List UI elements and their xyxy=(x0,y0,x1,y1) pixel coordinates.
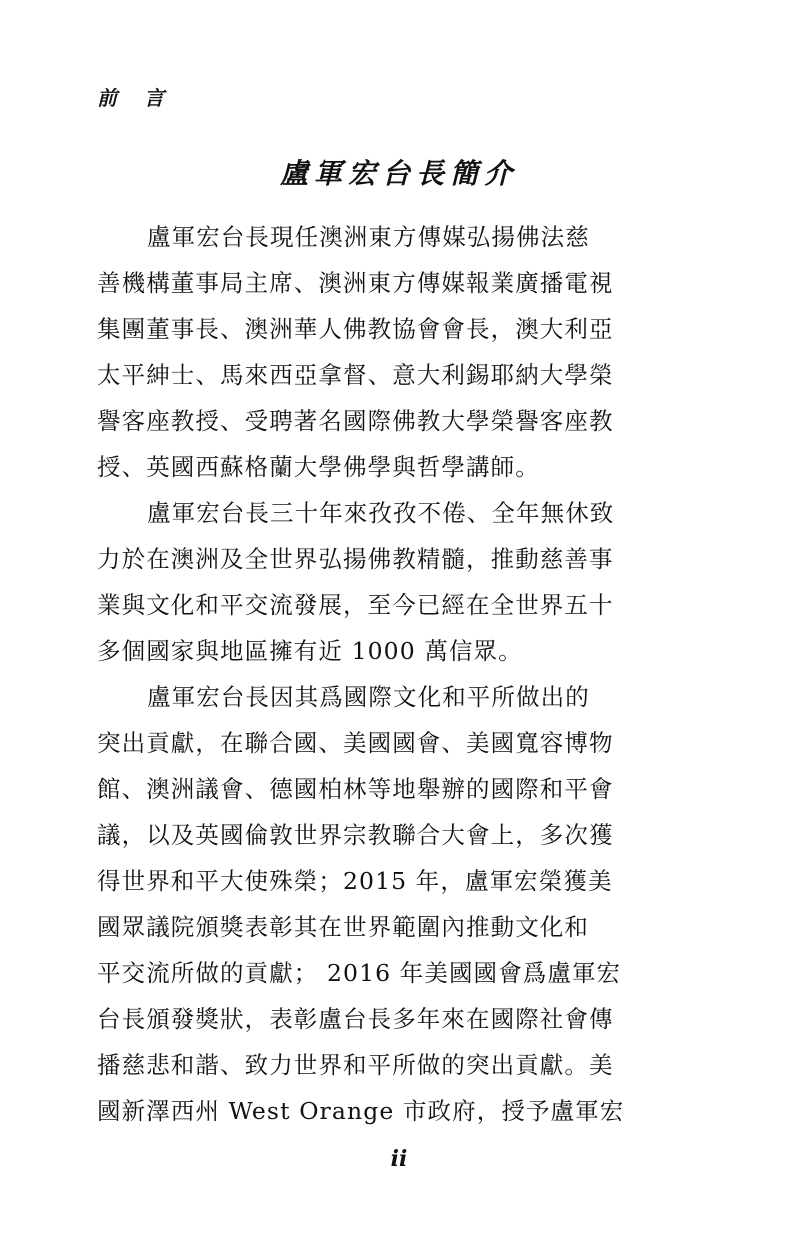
paragraph-3-line-6: 國眾議院頒獎表彰其在世界範圍內推動文化和 xyxy=(97,913,589,941)
paragraph-3-line-2: 突出貢獻，在聯合國、美國國會、美國寬容博物 xyxy=(97,729,614,757)
paragraph-3-line-1: 盧軍宏台長因其爲國際文化和平所做出的 xyxy=(147,683,590,711)
paragraph-3-line-3: 館、澳洲議會、德國柏林等地舉辦的國際和平會 xyxy=(97,775,614,803)
paragraph-1-line-5: 譽客座教授、受聘著名國際佛教大學榮譽客座教 xyxy=(97,407,614,435)
paragraph-3-line-4: 議，以及英國倫敦世界宗教聯合大會上，多次獲 xyxy=(97,821,614,849)
running-header: 前 言 xyxy=(97,86,174,110)
body-text xyxy=(97,214,697,1134)
paragraph-1-line-4: 太平紳士、馬來西亞拿督、意大利錫耶納大學榮 xyxy=(97,361,614,389)
paragraph-2-line-2: 力於在澳洲及全世界弘揚佛教精髓，推動慈善事 xyxy=(97,545,614,573)
paragraph-3-line-10: 國新澤西州 West Orange 市政府，授予盧軍宏 xyxy=(97,1097,625,1125)
paragraph-2-line-1: 盧軍宏台長三十年來孜孜不倦、全年無休致 xyxy=(147,499,615,527)
paragraph-1-line-2: 善機構董事局主席、澳洲東方傳媒報業廣播電視 xyxy=(97,269,614,297)
paragraph-3-line-5: 得世界和平大使殊榮；2015 年，盧軍宏榮獲美 xyxy=(97,867,613,895)
paragraph-1-line-3: 集團董事長、澳洲華人佛教協會會長，澳大利亞 xyxy=(97,315,614,343)
paragraph-1-line-6: 授、英國西蘇格蘭大學佛學與哲學講師。 xyxy=(97,453,540,481)
paragraph-3-line-7: 平交流所做的貢獻； 2016 年美國國會爲盧軍宏 xyxy=(97,959,622,987)
paragraph-3-line-9: 播慈悲和諧、致力世界和平所做的突出貢獻。美 xyxy=(97,1051,614,1079)
paragraph-2-line-4: 多個國家與地區擁有近 1000 萬信眾。 xyxy=(97,637,523,665)
paragraph-1-line-1: 盧軍宏台長現任澳洲東方傳媒弘揚佛法慈 xyxy=(147,223,590,251)
paragraph-3-line-8: 台長頒發獎狀，表彰盧台長多年來在國際社會傳 xyxy=(97,1005,614,1033)
paragraph-2-line-3: 業與文化和平交流發展，至今已經在全世界五十 xyxy=(97,591,614,619)
page-title: 盧軍宏台長簡介 xyxy=(279,157,518,190)
page-number: ii xyxy=(390,1146,408,1172)
